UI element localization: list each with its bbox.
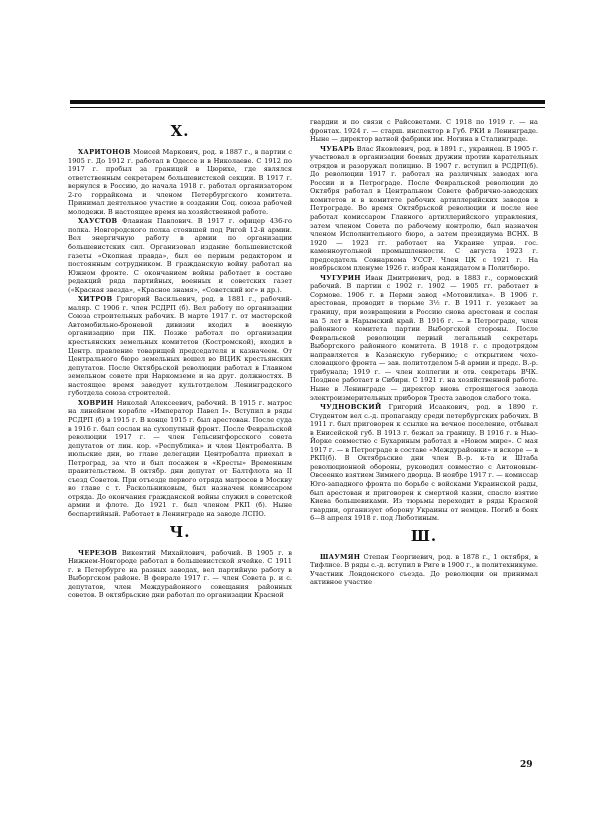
page-number: 29 (520, 760, 533, 770)
entry-name: ХАРИТОНОВ (78, 148, 131, 156)
left-column (68, 118, 292, 601)
entry-kharitonov (68, 148, 292, 216)
entry-cherezov-continued: гвардии и по связи с Райсоветами. С 1918 по 1919 г. — на фронтах. 1924 г. — старш. инспектор в Губ. РКИ в Ленинграде. Ныне — директор ватной фабрики им. Ногина в Сталинграде. (310, 118, 538, 144)
entry-text: Григорий Исаакович, род. в 1890 г. Студентом вел с.-д. пропаганду среди петербургских рабочих. В 1911 г. был приговорен к ссылке на вечное поселение, отбывал в Енисейской губ. В 1913 г. бежал за границу. В 1916 г. в Нью-Йорке совместно с Бухариным работал в «Новом мире». С мая 1917 г. — в Петрограде в составе «Междурайонки» и вскоре — в РКП(б). В Октябрьские дни член В.-р. к-та и Штаба революционной обороны, руководил совместно с Антоновым-Овсеенко взятием Зимнего дворца. В ноябре 1917 г. — комиссар Юго-западного фронта по борьбе с войсками Украинской рады, был арестован и приговорен к смертной казни, спасло взятие Киева большевиками. Из тюрьмы переходит в ряды Красной гвардии, организует оборону Украины от немцев. Погиб в боях 6—8 апреля 1918 г. под Люботиным. (310, 403, 538, 523)
entry-text: Флавиан Павлович. В 1917 г. офицер 436-го полка. Новгородского полка стоявшей под Ригой 12-й армии. Вел энергичную работу в армии по организации большевистских сил. Организовал издание большевистской газеты «Окопная правда», был ее первым редактором и постоянным сотрудником. В гражданскую войну работал на Южном фронте. С окончанием войны работает в составе редакций ряда партийных, военных и советских газет («Красная звезда», «Красное знамя», «Советский юг» и др.). (68, 217, 292, 294)
entry-name: ЧЕРЕЗОВ (78, 548, 118, 557)
entry-text: Викентий Михайлович, рабочий. В 1905 г. в Нижнем-Новгороде работал в большевистской ячейке. С 1911 г. в Петербурге на разных заводах, вел партийную работу в Выборгском районе. В феврале 1917 г. — член Совета р. и с. депутатов, член Междурайонного совещания районных советов. В октябрьские дни работал по организации Красной (68, 548, 292, 600)
entry-khovrin (68, 399, 292, 519)
entry-text: Григорий Васильевич, род. в 1881 г., рабочий-маляр. С 1906 г. член РСДРП (б). Вел работу по организации Союза строительных рабочих. В марте 1917 г. от мастерской Автомобильно-броневой дивизии входил в военную организацию при ПК. Позже работал по организации крестьянских земельных комитетов (Костромской), входил в Центр. правление товарищей председателя и казначеем. От Центрального бюро земельных вошел во ВЦИК крестьянских депутатов. После Октябрьской революции работал в Главном земельном совете при Наркомземе и на друг. должностях. В настоящее время заведует культотделом Ленинградского губотдела союза строителей. (68, 295, 292, 398)
entry-name: ЧУДНОВСКИЙ (320, 403, 382, 412)
entry-khaustov (68, 217, 292, 294)
entry-chudnovsky (310, 403, 538, 523)
entry-text: Иван Дмитриевич, род. в 1883 г., сормовский рабочий. В партии с 1902 г. 1902 — 1905 гг. работает в Сормове. 1906 г. в Перми завод «Мотовилиха». В 1906 г. арестован, проводит в тюрьме 3½ г. В 1911 г. уезжает за границу, при возвращении в Россию снова арестован и сослан на 5 лет в Нарымский край. В 1916 г. — в Петрограде, член районного комитета партии Выборгской стороны. После Февральской революции первый легальный секретарь Выборгского районного комитета. В 1918 г. с продотрядом направляется в Казанскую губернию; с открытием чехо-словацкого фронта — зав. политотделом 5-й армии и предс. В.-р. трибунала; 1919 г. — член коллегии и отв. секретарь ВЧК. Позднее работает в Сибири. С 1921 г. на хозяйственной работе. Ныне в Ленинграде — директор вновь строящегося завода электроизмерительных приборов Треста заводов слабого тока. (310, 273, 538, 402)
entry-name: ЧУГУРИН (320, 273, 361, 282)
entry-shaumyan (310, 553, 538, 587)
entry-text: Моисей Маркович, род. в 1887 г., в партии с 1905 г. До 1912 г. работал в Одессе и в Николаеве. С 1912 по 1917 г. пробыл за границей в Цюрихе, где являлся ответственным секретарем большевистской секции. В 1917 г. вернулся в Россию, до начала 1918 г. работал организатором 2-го горрайкома и членом Петербургского комитета. Принимал деятельное участие в создании Соц. союза рабочей молодежи. В настоящее время на хозяйственной работе. (68, 148, 292, 216)
entry-name: ХОВРИН (78, 398, 114, 407)
entry-name: ХИТРОВ (78, 295, 113, 304)
entry-name: ХАУСТОВ (78, 217, 118, 226)
entry-chubar (310, 145, 538, 273)
entry-chugurin (310, 274, 538, 402)
section-letter-ch: Ч. (169, 522, 191, 541)
entry-text: Степан Георгиевич, род. в 1878 г., 1 октября, в Тифлисе. В ряды с.-д. вступил в Риге в 1900 г., в политехникуме. Участник Лондонского съезда. До революции он принимал активное участие (310, 552, 538, 587)
entry-khitrov (68, 295, 292, 398)
entry-name: ШАУМЯН (320, 552, 361, 561)
entry-text: Николай Алексеевич, рабочий. В 1915 г. матрос на линейном корабле «Император Павел I». Вступил в ряды РСДРП (б) в 1915 г. В конце 1915 г. был арестован. После суда в 1916 г. был сослан на сухопутный фронт. После Февральской революции 1917 г. — член Гельсингфорсского совета депутатов от лин. кор. «Республика» и член Центробалта. В июльские дни, во главе делегации Центробалта приехал в Петроград, за что и был посажен в «Кресты» Временным правительством. В октябр. дни депутат от Балтфлота на II съезд Советов. При отъезде первого отряда матросов в Москву во главе с т. Раскольниковым, был назначен комиссаром отряда. До окончания гражданской войны служил в советской армии и флоте. До 1921 г. был членом РКП (б). Ныне беспартийный. Работает в Ленинграде на заводе ЛСПО. (68, 398, 292, 518)
entry-text: Влас Яковлевич, род. в 1891 г., украинец. В 1905 г. участвовал в организации боевых дружин против карательных отрядов и разоружал полицию. В 1907 г. вступил в РСДРП(б). До революции 1917 г. работал на различных заводах юга России и в Петрограде. После Февральской революции до Октября работал в Центральном Совете фабрично-заводских комитетов и в комитете рабочих артиллерийских заводов в Петрограде. Во время Октябрьской революции и после нее работал комиссаром Главного артиллерийского управления, затем членом Совета по рабочему контролю, был назначен членом Исполнительного бюро, а затем президиума ВСНХ. В 1920 — 1923 гг. работает на Украине управ. гос. каменноугольной промышленности. С августа 1923 г. председатель Совнаркома УССР. Член ЦК с 1921 г. На ноябрьском пленуме 1926 г. избран кандидатом в Политбюро. (310, 144, 538, 273)
right-column (310, 118, 538, 588)
section-letter-sh: Ш. (410, 526, 438, 545)
header-rule-thin (70, 107, 545, 108)
entry-cherezov (68, 549, 292, 600)
header-rule-thick (70, 100, 545, 104)
section-letter-x: X. (170, 122, 190, 140)
entry-name: ЧУБАРЬ (320, 144, 355, 153)
